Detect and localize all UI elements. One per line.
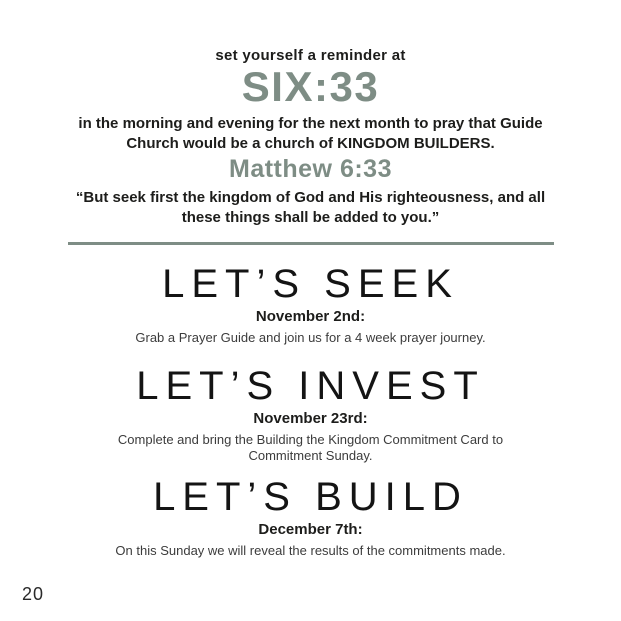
intro-paragraph — [0, 114, 621, 154]
event-date: December 7th: — [258, 521, 363, 538]
verse-quote-text: “But seek first the kingdom of God and His righteousness, and all these things shall be added to you.” — [75, 189, 546, 226]
event-description — [0, 543, 621, 559]
verse-reference: Matthew 6:33 — [229, 155, 392, 183]
event-description-text: Grab a Prayer Guide and join us for a 4 week prayer journey. — [135, 330, 486, 345]
intro-paragraph-text: in the morning and evening for the next month to pray that Guide Church would be a church of KINGDOM BUILDERS. — [78, 115, 543, 152]
event-description-text: On this Sunday we will reveal the results of the commitments made. — [115, 543, 506, 558]
event-description — [0, 432, 621, 464]
event-description-text: Complete and bring the Building the Kingdom Commitment Card to Commitment Sunday. — [117, 432, 504, 463]
reminder-line: set yourself a reminder at — [215, 47, 406, 64]
verse-quote — [0, 188, 621, 228]
event-title: LET’S INVEST — [136, 364, 485, 408]
page-number: 20 — [22, 584, 45, 604]
event-description — [0, 330, 621, 346]
event-date: November 23rd: — [253, 410, 368, 427]
divider-line — [68, 242, 554, 245]
event-seek — [0, 264, 621, 346]
event-title: LET’S BUILD — [153, 475, 468, 519]
event-build — [0, 477, 621, 559]
six33-title: SIX:33 — [241, 63, 380, 110]
event-date: November 2nd: — [255, 308, 366, 325]
event-title: LET’S SEEK — [162, 262, 459, 306]
event-invest — [0, 366, 621, 464]
